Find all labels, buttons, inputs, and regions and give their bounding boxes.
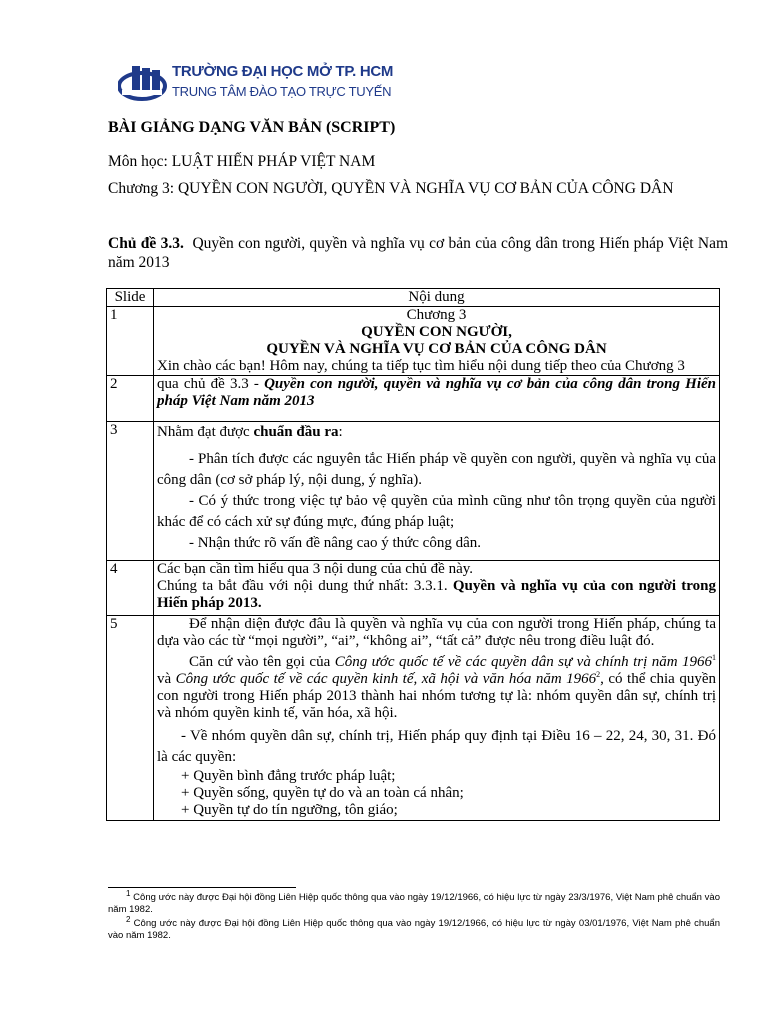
greeting-text: Xin chào các bạn! Hôm nay, chúng ta tiếp tục tìm hiểu nội dung tiếp theo của Chương 3 [157,358,685,374]
footnote-separator [108,887,296,888]
slide-content [154,616,720,821]
topic-text: Quyền con người, quyền và nghĩa vụ cơ bản của công dân trong Hiến pháp Việt Nam năm 2013 [108,235,729,271]
table-row [107,561,720,616]
slide-number: 3 [107,422,154,561]
outcomes-intro: Nhằm đạt được chuẩn đầu ra: [157,424,343,440]
section-title: Quyền và nghĩa vụ của con người trong Hiến pháp 2013. [157,578,716,611]
rights-list-item: + Quyền sống, quyền tự do và an toàn cá nhân; [181,785,464,801]
university-logo [118,60,394,108]
topic-line [108,234,728,272]
content-column-header: Nội dung [154,289,720,307]
outcome-item: - Nhận thức rõ vấn đề nâng cao ý thức công dân. [189,535,481,551]
paragraph-identification: Để nhận diện được đâu là quyền và nghĩa vụ của con người trong Hiến pháp, chúng ta dựa vào các từ “mọi người”, “ai”, “không ai”, “tất cả” được nêu trong điều luật đó. [157,616,716,649]
topic-intro-prefix: qua chủ đề 3.3 - [157,376,265,392]
topic-label: Chủ đề 3.3. [108,235,184,252]
table-row [107,422,720,561]
footnote-2: $^2$ Công ước này được Đại hội đồng Liên Hiệp quốc thông qua vào ngày 19/12/1966, có hiệu lực từ ngày 03/01/1976, Việt Nam phê chuẩn vào năm 1982. [108,914,720,941]
outcomes-keyword: chuẩn đầu ra [253,424,339,440]
topic-intro-title: Quyền con người, quyền và nghĩa vụ cơ bản của công dân trong Hiến pháp Việt Nam năm 2013 [157,376,717,409]
chapter-heading-1: QUYỀN CON NGƯỜI, [361,324,512,340]
slide-content [154,307,720,376]
chapter-heading-2: QUYỀN VÀ NGHĨA VỤ CƠ BẢN CỦA CÔNG DÂN [266,341,607,357]
subject-line: Môn học: LUẬT HIẾN PHÁP VIỆT NAM [108,153,376,170]
table-row [107,616,720,821]
footnote-ref-2: 2 [596,670,601,679]
covenant-civil-political: Công ước quốc tế về các quyền dân sự và chính trị năm 1966 [334,654,712,670]
slide-content [154,561,720,616]
slide-number: 5 [107,616,154,821]
chapter-number: Chương 3 [406,307,467,323]
footnote-1: $^1$ Công ước này được Đại hội đồng Liên Hiệp quốc thông qua vào ngày 19/12/1966, có hiệu lực từ ngày 23/3/1976, Việt Nam phê chuẩn vào năm 1982. [108,888,720,915]
logo-emblem-icon [118,60,170,108]
slide-number: 4 [107,561,154,616]
table-row [107,307,720,376]
paragraph-covenants: Căn cứ vào tên gọi của Công ước quốc tế về các quyền dân sự và chính trị năm 1966$^1$ và Công ước quốc tế về các quyền kinh tế, xã hội và văn hóa năm 1966$^2$, có thể chia quyền con người trong Hiến pháp 2013 thành hai nhóm tương tự là: nhóm quyền dân sự, chính trị và nhóm quyền kinh tế, văn hóa, xã hội. [157,653,716,721]
table-row [107,376,720,422]
chapter-line: Chương 3: QUYỀN CON NGƯỜI, QUYỀN VÀ NGHĨA VỤ CƠ BẢN CỦA CÔNG DÂN [108,180,674,197]
script-table [106,288,720,821]
overview-text: Các bạn cần tìm hiểu qua 3 nội dung của chủ đề này. [157,561,474,577]
outcome-item: - Phân tích được các nguyên tắc Hiến pháp về quyền con người, quyền và nghĩa vụ của công dân (cơ sở pháp lý, nội dung, ý nghĩa). [157,451,716,488]
slide-number: 2 [107,376,154,422]
topic-intro [157,376,716,410]
outcome-item: - Có ý thức trong việc tự bảo vệ quyền của mình cũng như tôn trọng quyền của người khác để có cách xử sự đúng mực, đúng pháp luật; [157,493,716,530]
rights-list-item: + Quyền tự do tín ngưỡng, tôn giáo; [181,802,398,818]
slide-column-header: Slide [107,289,154,307]
footnote-ref-1: 1 [712,653,716,662]
paragraph-civil-rights: - Về nhóm quyền dân sự, chính trị, Hiến pháp quy định tại Điều 16 – 22, 24, 30, 31. Đó là các quyền: [157,728,716,765]
slide-number: 1 [107,307,154,376]
section-intro: Chúng ta bắt đầu với nội dung thứ nhất: 3.3.1. Quyền và nghĩa vụ của con người trong Hiến pháp 2013. [157,578,716,611]
slide-content [154,422,720,561]
covenant-economic-social: Công ước quốc tế về các quyền kinh tế, xã hội và văn hóa năm 1966 [175,671,597,687]
document-title: BÀI GIẢNG DẠNG VĂN BẢN (SCRIPT) [108,119,396,136]
logo-center-name: TRUNG TÂM ĐÀO TẠO TRỰC TUYẾN [172,84,392,99]
footnotes [108,888,720,942]
logo-university-name: TRƯỜNG ĐẠI HỌC MỞ TP. HCM [172,63,394,80]
table-header-row [107,289,720,307]
rights-list-item: + Quyền bình đẳng trước pháp luật; [181,768,396,784]
slide-content [154,376,720,422]
